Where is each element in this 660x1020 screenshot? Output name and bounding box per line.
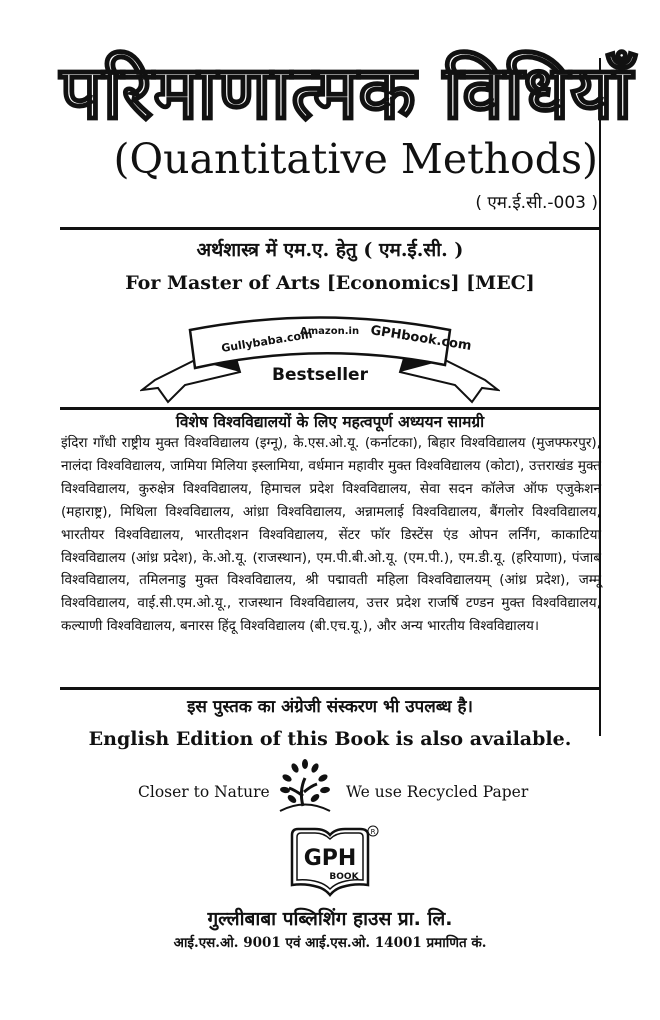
gph-book-logo xyxy=(280,825,380,905)
course-code: ( एम.ई.सी.-003 ) xyxy=(475,193,598,213)
title-hindi: परिमाणात्मक विधियाँ xyxy=(60,50,634,136)
universities-heading: विशेष विश्वविद्यालयों के लिए महत्वपूर्ण अध्ययन सामग्री xyxy=(175,413,485,431)
english-edition-english: English Edition of this Book is also available. xyxy=(88,728,572,750)
registered-mark: R xyxy=(370,828,376,836)
nature-row xyxy=(60,768,600,828)
divider-1 xyxy=(60,227,601,230)
universities-list: इंदिरा गाँधी राष्ट्रीय मुक्त विश्वविद्यालय (इग्नू), के.एस.ओ.यू. (कर्नाटका), बिहार विश्वविद्यालय (मुजफ्फरपुर), नालंदा विश्वविद्यालय, जामिया मिलिया इस्लामिया, वर्धमान महावीर मुक्त विश्वविद्यालय (कोटा), उत्तराखंड मुक्त विश्वविद्यालय, कुरुक्षेत्र विश्वविद्यालय, हिमाचल प्रदेश विश्वविद्यालय, सेवा सदन कॉलेज ऑफ एजुकेशन (महाराष्ट्र), मिथिला विश्वविद्यालय, आंध्रा विश्वविद्यालय, अन्नामलाई विश्वविद्यालय, बैंगलोर विश्वविद्यालय, भारतीयर विश्वविद्यालय, भारतीदशन विश्वविद्यालय, सेंटर फॉर डिस्टेंस एंड ओपन लर्निंग, काकाटिया विश्वविद्यालय (आंध्र प्रदेश), के.ओ.यू. (राजस्थान), एम.पी.बी.ओ.यू. (एम.पी.), एम.डी.यू. (हरियाणा), पंजाब विश्वविद्यालय, तमिलनाडु मुक्त विश्वविद्यालय, श्री पद्मावती महिला विश्वविद्यालयम् (आंध्र प्रदेश), जम्मू विश्वविद्यालय, वाई.सी.एम.ओ.यू., राजस्थान विश्वविद्यालय, उत्तर प्रदेश राजर्षि टण्डन मुक्त विश्वविद्यालय, कल्याणी विश्वविद्यालय, बनारस हिंदू विश्वविद्यालय (बी.एच.यू.), और अन्य भारतीय विश्वविद्यालय। xyxy=(61,435,601,635)
title-english: (Quantitative Methods) xyxy=(113,135,598,183)
logo-main-text: GPH xyxy=(303,846,357,871)
tree-icon xyxy=(275,756,335,816)
subtitle-hindi: अर्थशास्त्र में एम.ए. हेतु ( एम.ई.सी. ) xyxy=(196,239,464,261)
closer-to-nature-text: Closer to Nature xyxy=(138,783,270,801)
subtitle-english: For Master of Arts [Economics] [MEC] xyxy=(125,272,535,294)
english-edition-hindi: इस पुस्तक का अंग्रेजी संस्करण भी उपलब्ध है। xyxy=(187,697,473,717)
ribbon-site-3: GPHbook.com xyxy=(369,323,473,354)
ribbon-label: Bestseller xyxy=(272,365,368,385)
iso-certification: आई.एस.ओ. 9001 एवं आई.एस.ओ. 14001 प्रमाणित कं. xyxy=(173,935,487,951)
logo-sub-text: BOOK xyxy=(329,872,359,882)
recycled-paper-text: We use Recycled Paper xyxy=(346,783,529,801)
divider-3 xyxy=(60,687,601,690)
ribbon-site-1: Gullybaba.com xyxy=(220,327,314,355)
bestseller-ribbon xyxy=(140,310,500,405)
ribbon-site-2: Amazon.in xyxy=(300,326,360,337)
publisher-name: गुल्लीबाबा पब्लिशिंग हाउस प्रा. लि. xyxy=(207,908,453,930)
